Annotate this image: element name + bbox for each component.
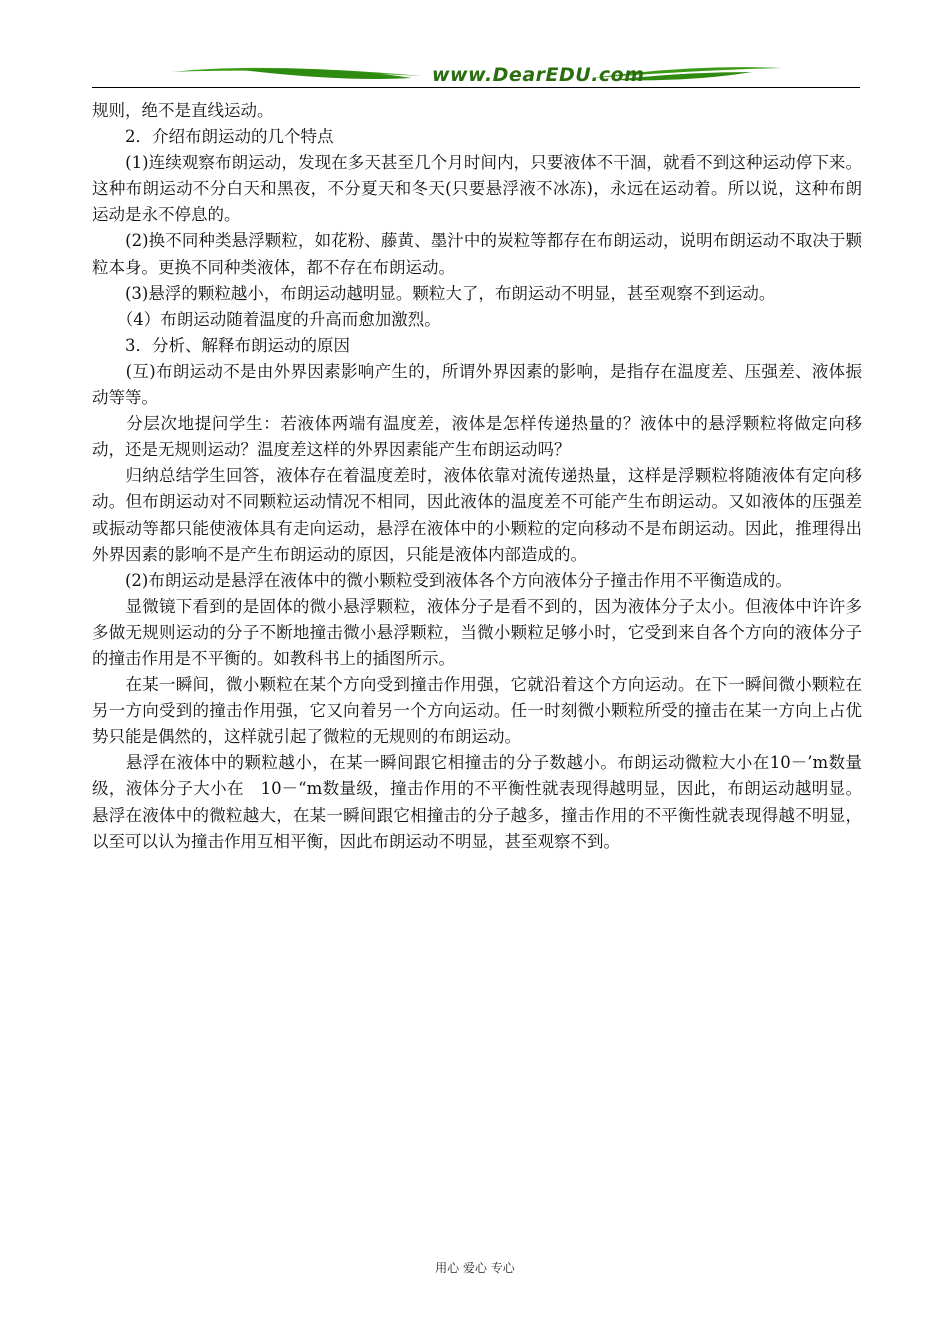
page-footer: 用心 爱心 专心 — [435, 1261, 515, 1275]
paragraph: （4）布朗运动随着温度的升高而愈加激烈。 — [92, 309, 441, 329]
site-url: www.DearEDU.com — [432, 64, 645, 86]
paragraph: 规则，绝不是直线运动。 — [92, 101, 274, 120]
paragraph: (2)布朗运动是悬浮在液体中的微小颗粒受到液体各个方向液体分子撞击作用不平衡造成的。 — [92, 570, 792, 590]
paragraph: 在某一瞬间，微小颗粒在某个方向受到撞击作用强，它就沿着这个方向运动。在下一瞬间微小颗粒在另一方向受到的撞击作用强，它又向着另一个方向运动。任一时刻微小颗粒所受的撞击在某一方向上占优势只能是偶然的，这样就引起了微粒的无规则的布朗运动。 — [92, 675, 862, 747]
paragraph: 归纳总结学生回答，液体存在着温度差时，液体依靠对流传递热量，这样是浮颗粒将随液体有定向移动。但布朗运动对不同颗粒运动情况不相同，因此液体的温度差不可能产生布朗运动。又如液体的压强差或振动等都只能使液体具有走向运动，悬浮在液体中的小颗粒的定向移动不是布朗运动。因此，推理得出外界因素的影响不是产生布朗运动的原因，只能是液体内部造成的。 — [92, 466, 862, 564]
paragraph: 显微镜下看到的是固体的微小悬浮颗粒，液体分子是看不到的，因为液体分子太小。但液体中许许多多做无规则运动的分子不断地撞击微小悬浮颗粒，当微小颗粒足够小时，它受到来自各个方向的液体分子的撞击作用是不平衡的。如教科书上的插图所示。 — [92, 596, 862, 668]
paragraph: 分层次地提问学生：若液体两端有温度差，液体是怎样传递热量的？液体中的悬浮颗粒将做定向移动，还是无规则运动？温度差这样的外界因素能产生布朗运动吗？ — [92, 414, 862, 460]
paragraph: 悬浮在液体中的颗粒越小，在某一瞬间跟它相撞击的分子数越小。布朗运动微粒大小在10－’m数量级，液体分子大小在 10－“m数量级，撞击作用的不平衡性就表现得越明显，因此，布朗运动越明显。悬浮在液体中的微粒越大，在某一瞬间跟它相撞击的分子越多，撞击作用的不平衡性就表现得越不明显，以至可以认为撞击作用互相平衡，因此布朗运动不明显，甚至观察不到。 — [92, 753, 862, 851]
paragraph: (互)布朗运动不是由外界因素影响产生的，所谓外界因素的影响，是指存在温度差、压强差、液体振动等等。 — [92, 361, 862, 408]
paragraph: (1)连续观察布朗运动，发现在多天甚至几个月时间内，只要液体不干涸，就看不到这种运动停下来。这种布朗运动不分白天和黑夜，不分夏天和冬天(只要悬浮液不冰冻)，永远在运动着。所以说，这种布朗运动是永不停息的。 — [92, 153, 862, 225]
page-header — [92, 58, 860, 90]
paragraph: (3)悬浮的颗粒越小，布朗运动越明显。颗粒大了，布朗运动不明显，甚至观察不到运动。 — [92, 283, 776, 303]
section-heading: 3．分析、解释布朗运动的原因 — [92, 335, 350, 355]
document-body — [92, 98, 862, 855]
header-divider — [92, 87, 860, 88]
section-heading: 2．介绍布朗运动的几个特点 — [92, 127, 334, 147]
paragraph: (2)换不同种类悬浮颗粒，如花粉、藤黄、墨汁中的炭粒等都存在布朗运动，说明布朗运动不取决于颗粒本身。更换不同种类液体，都不存在布朗运动。 — [92, 231, 862, 277]
